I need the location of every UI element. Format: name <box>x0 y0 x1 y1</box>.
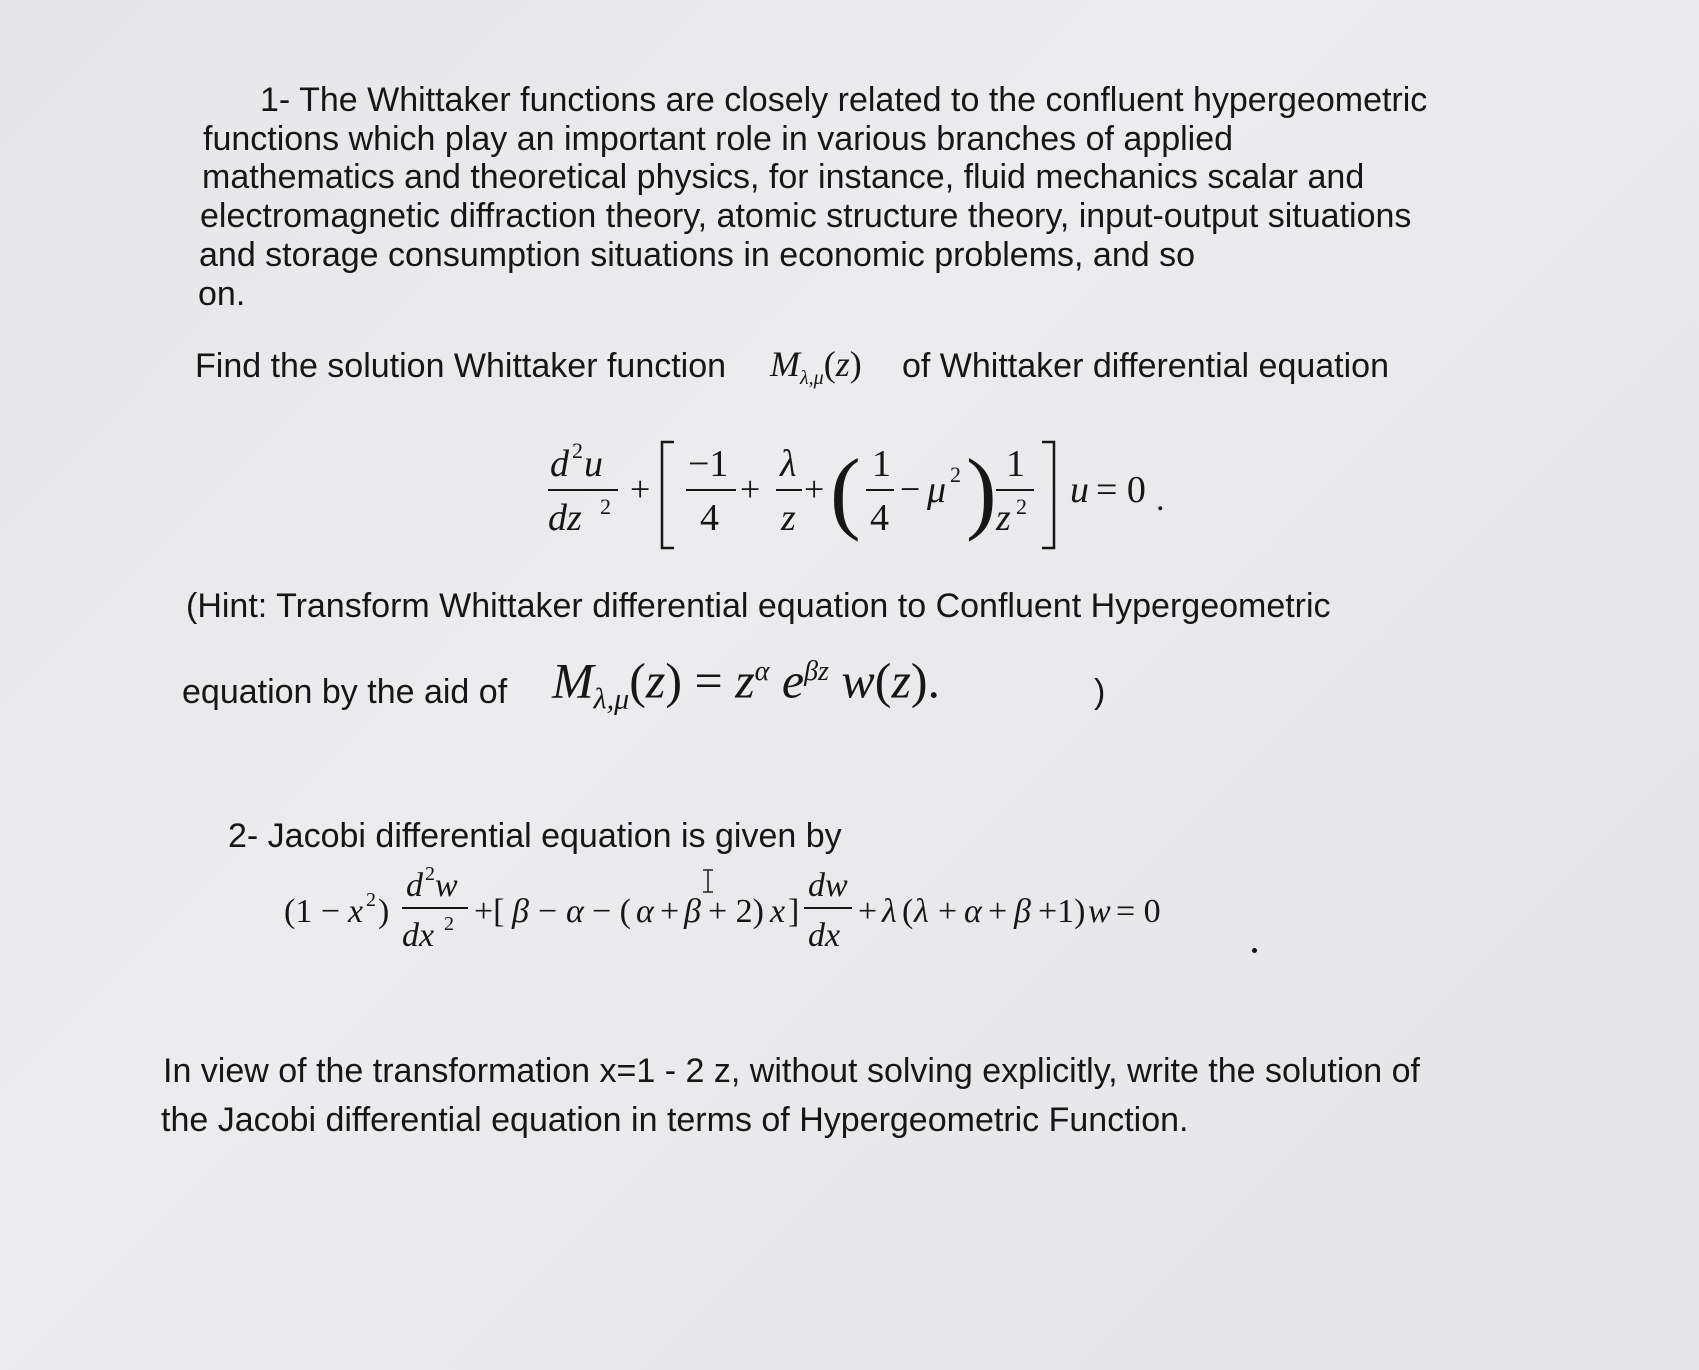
text-cursor-icon <box>700 868 716 894</box>
q1-line-5: and storage consumption situations in economic problems, and so <box>199 236 1196 274</box>
svg-text:β: β <box>512 893 529 930</box>
svg-text:4: 4 <box>870 497 889 539</box>
svg-text:= 0: = 0 <box>1116 893 1161 930</box>
svg-text:+: + <box>804 469 825 509</box>
svg-text:+: + <box>938 893 958 930</box>
svg-text:+: + <box>858 893 878 930</box>
hint-formula: $M_{\lambda,\mu}(z) = z^\alpha$ $e^{\beta z}$ w(z). <box>552 652 941 716</box>
svg-text:x: x <box>348 893 364 930</box>
svg-text:α: α <box>566 893 584 930</box>
svg-text:(: ( <box>830 440 861 542</box>
svg-text:β: β <box>1014 893 1031 930</box>
svg-text:+[: +[ <box>474 893 505 930</box>
svg-text:2: 2 <box>600 494 611 519</box>
svg-text:1: 1 <box>1006 443 1025 485</box>
trailing-dot <box>1252 948 1257 953</box>
q2-line-2: the Jacobi differential equation in terms of Hypergeometric Function. <box>161 1101 1189 1139</box>
svg-text:−: − <box>538 893 558 930</box>
q1-line-1: 1- The Whittaker functions are closely related to the confluent hypergeometric <box>260 81 1428 119</box>
svg-text:dx: dx <box>808 917 841 954</box>
hint-line-2-prefix: equation by the aid of <box>182 673 508 711</box>
find-suffix: of Whittaker differential equation <box>902 347 1389 385</box>
svg-text:α: α <box>636 893 654 930</box>
svg-text:]: ] <box>788 893 800 930</box>
svg-text:d: d <box>550 443 569 485</box>
hint-close: ) <box>1094 673 1106 711</box>
svg-text:− (: − ( <box>592 893 631 930</box>
svg-text:= 0: = 0 <box>1096 469 1146 511</box>
svg-text:4: 4 <box>700 497 719 539</box>
q1-line-2: functions which play an important role in various branches of applied <box>203 120 1234 158</box>
svg-text:+1): +1) <box>1038 893 1086 930</box>
q1-line-3: mathematics and theoretical physics, for instance, fluid mechanics scalar and <box>202 158 1365 196</box>
svg-text:2: 2 <box>950 462 961 487</box>
svg-text:α: α <box>964 893 982 930</box>
svg-text:+: + <box>630 469 651 509</box>
svg-text:2: 2 <box>366 889 376 911</box>
svg-text:+: + <box>740 469 761 509</box>
svg-text:−: − <box>900 469 921 509</box>
svg-text:.: . <box>1156 481 1165 518</box>
whittaker-symbol: $M_{\lambda,\mu}(z)$ <box>770 344 862 390</box>
svg-text:2: 2 <box>1016 494 1027 519</box>
svg-text:x: x <box>770 893 786 930</box>
svg-text:z: z <box>996 497 1011 539</box>
svg-text:−1: −1 <box>688 443 729 485</box>
svg-text:d: d <box>406 867 423 904</box>
q2-intro: 2- Jacobi differential equation is given by <box>228 817 842 855</box>
svg-text:+ 2): + 2) <box>708 893 764 930</box>
svg-text:w: w <box>435 867 458 904</box>
svg-text:u: u <box>1070 469 1089 511</box>
svg-text:): ) <box>378 893 390 930</box>
whittaker-equation <box>540 430 1220 560</box>
q1-line-4: electromagnetic diffraction theory, atomic structure theory, input-output situations <box>200 197 1412 235</box>
q2-line-1: In view of the transformation x=1 - 2 z, without solving explicitly, write the solution of <box>163 1052 1421 1090</box>
svg-text:+: + <box>988 893 1008 930</box>
hint-line-1: (Hint: Transform Whittaker differential equation to Confluent Hypergeometric <box>186 587 1331 625</box>
svg-text:β: β <box>684 893 701 930</box>
svg-text:(1 −: (1 − <box>284 893 340 930</box>
svg-text:): ) <box>966 440 997 542</box>
svg-text:w: w <box>1088 893 1111 930</box>
svg-text:λ: λ <box>882 893 897 930</box>
svg-text:+: + <box>660 893 680 930</box>
svg-text:dw: dw <box>808 867 848 904</box>
svg-text:λ: λ <box>780 443 797 485</box>
svg-text:z: z <box>781 497 796 539</box>
svg-text:2: 2 <box>444 913 454 935</box>
svg-text:λ: λ <box>914 893 929 930</box>
svg-text:dx: dx <box>402 917 435 954</box>
svg-text:dz: dz <box>548 497 582 539</box>
svg-text:2: 2 <box>425 863 435 885</box>
svg-text:1: 1 <box>872 443 891 485</box>
jacobi-equation <box>282 860 1262 970</box>
svg-text:(: ( <box>902 893 914 930</box>
svg-text:u: u <box>584 443 603 485</box>
svg-text:2: 2 <box>572 438 583 463</box>
q1-line-6: on. <box>198 275 246 313</box>
svg-text:μ: μ <box>927 469 947 511</box>
find-prefix: Find the solution Whittaker function <box>195 347 727 385</box>
